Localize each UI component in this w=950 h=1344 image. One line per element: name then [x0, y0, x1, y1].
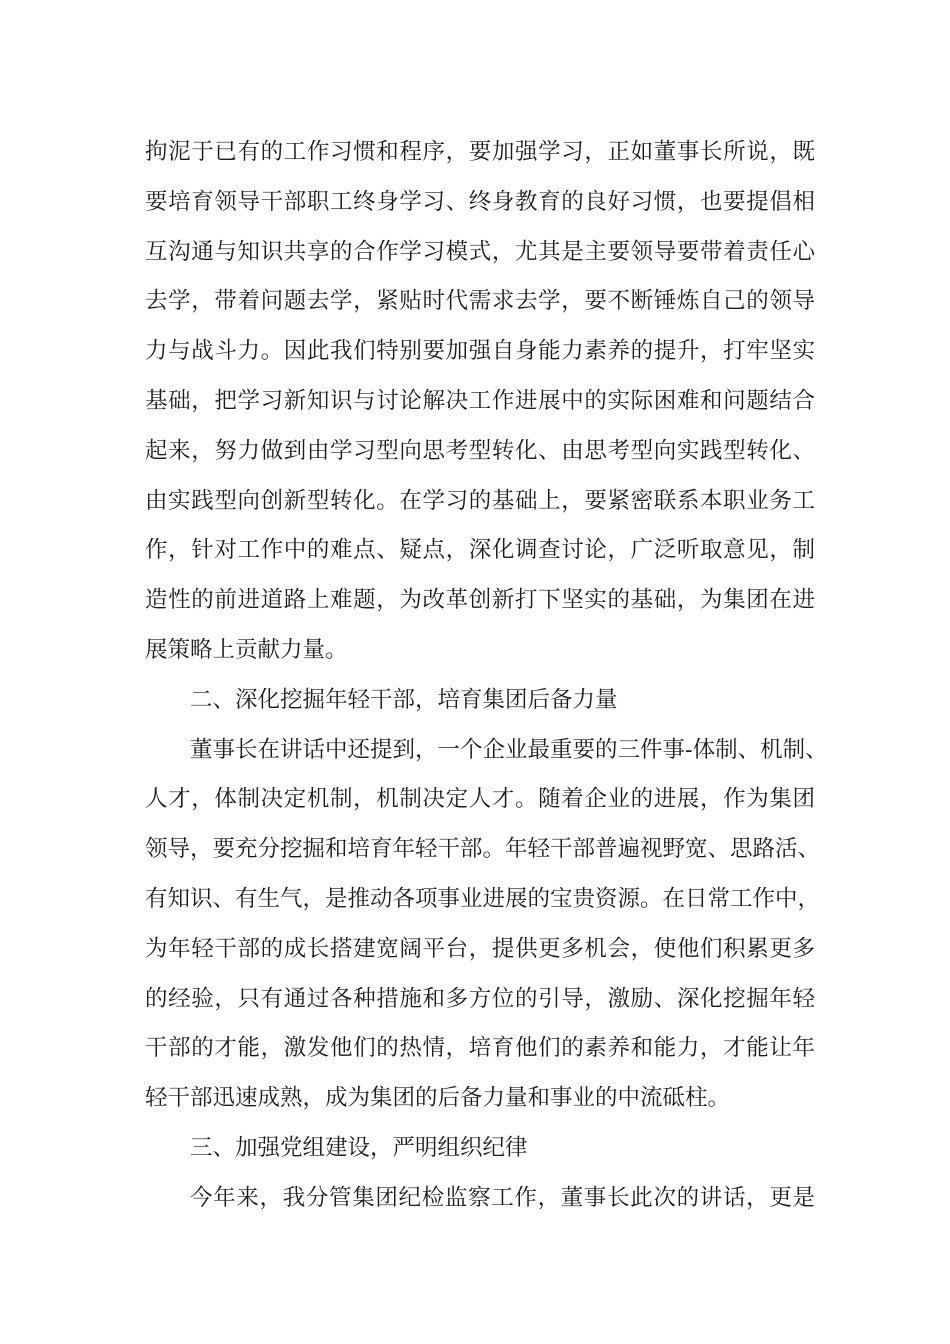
- text-line: 起来，努力做到由学习型向思考型转化、由思考型向实践型转化、: [145, 437, 815, 464]
- text-line: 轻干部迅速成熟，成为集团的后备力量和事业的中流砥柱。: [145, 1085, 731, 1112]
- text-line: 董事长在讲话中还提到，一个企业最重要的三件事-体制、机制、: [190, 736, 828, 763]
- text-line: 互沟通与知识共享的合作学习模式，尤其是主要领导要带着责任心: [145, 238, 815, 265]
- section-heading: 三、加强党组建设，严明组织纪律: [190, 1134, 528, 1161]
- body-text: [145, 128, 828, 1224]
- text-line: 力与战斗力。因此我们特别要加强自身能力素养的提升，打牢坚实: [145, 338, 815, 365]
- text-line: 人才，体制决定机制，机制决定人才。随着企业的进展，作为集团: [145, 786, 815, 813]
- text-line: 今年来，我分管集团纪检监察工作，董事长此次的讲话，更是: [190, 1184, 815, 1211]
- text-line: 展策略上贡献力量。: [145, 636, 348, 663]
- text-line: 造性的前进道路上难题，为改革创新打下坚实的基础，为集团在进: [145, 587, 815, 614]
- text-line: 的经验，只有通过各种措施和多方位的引导，激励、深化挖掘年轻: [145, 985, 815, 1012]
- text-line: 作，针对工作中的难点、疑点，深化调查讨论，广泛听取意见，制: [145, 537, 815, 564]
- text-line: 有知识、有生气，是推动各项事业进展的宝贵资源。在日常工作中，: [145, 885, 821, 912]
- text-line: 领导，要充分挖掘和培育年轻干部。年轻干部普遍视野宽、思路活、: [145, 836, 821, 863]
- text-line: 干部的才能，激发他们的热情，培育他们的素养和能力，才能让年: [145, 1035, 815, 1062]
- text-line: 拘泥于已有的工作习惯和程序，要加强学习，正如董事长所说，既: [145, 139, 815, 165]
- text-line: 由实践型向创新型转化。在学习的基础上，要紧密联系本职业务工: [145, 487, 815, 514]
- text-line: 去学，带着问题去学，紧贴时代需求去学，要不断锤炼自己的领导: [145, 288, 815, 315]
- text-line: 要培育领导干部职工终身学习、终身教育的良好习惯，也要提倡相: [145, 188, 815, 215]
- text-line: 为年轻干部的成长搭建宽阔平台，提供更多机会，使他们积累更多: [145, 935, 815, 962]
- section-heading: 二、深化挖掘年轻干部，培育集团后备力量: [190, 686, 618, 713]
- text-line: 基础，把学习新知识与讨论解决工作进展中的实际困难和问题结合: [145, 387, 815, 414]
